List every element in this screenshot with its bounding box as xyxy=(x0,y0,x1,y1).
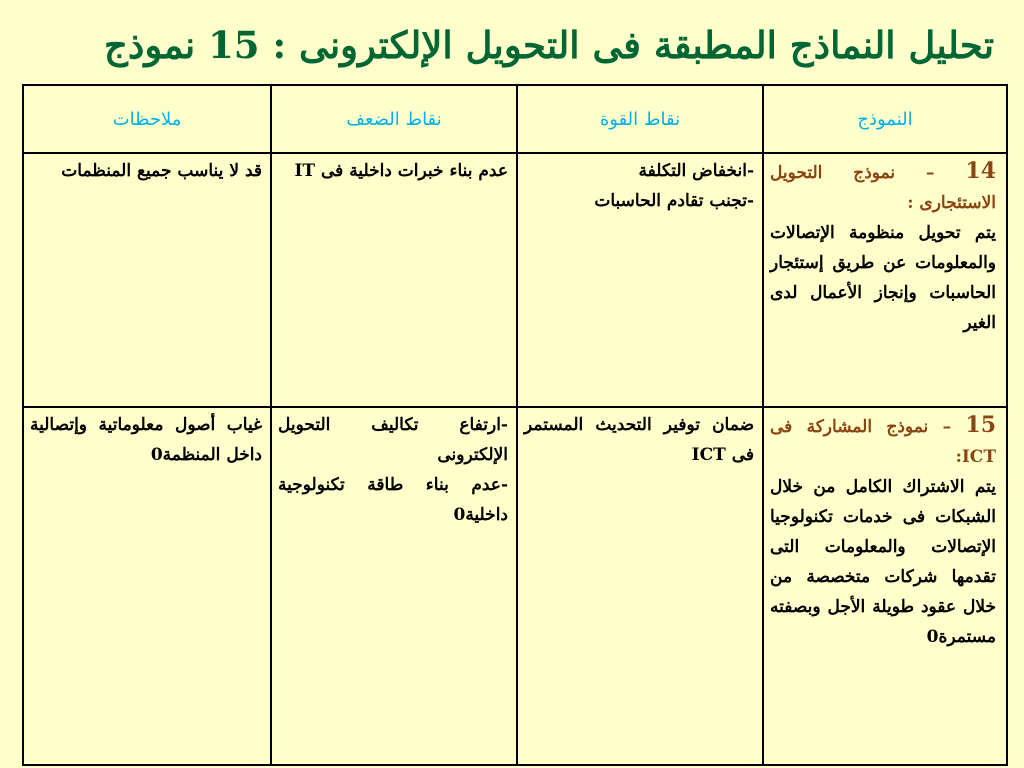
model-description: يتم تحويل منظومة الإتصالات والمعلومات عن طريق إستئجار الحاسبات وإنجاز الأعمال لدى الغير xyxy=(770,223,996,333)
model-title: – نموذج المشاركة فى ICT: xyxy=(770,417,996,467)
model-description: يتم الاشتراك الكامل من خلال الشبكات فى خدمات تكنولوجيا الإتصالات والمعلومات التى تقدمها شركات متخصصة من خلال عقود طويلة الأجل وبصفته مستمرة0 xyxy=(770,477,996,647)
model-label xyxy=(770,158,997,213)
model-cell xyxy=(763,407,1007,765)
notes-cell xyxy=(23,153,271,407)
model-label xyxy=(770,412,997,467)
table-row xyxy=(23,153,1007,407)
strengths-cell xyxy=(517,407,763,765)
header-weaknesses: نقاط الضعف xyxy=(271,85,517,153)
header-model: النموذج xyxy=(763,85,1007,153)
model-number: 15 xyxy=(965,412,997,438)
weaknesses-cell xyxy=(271,407,517,765)
header-notes: ملاحظات xyxy=(23,85,271,153)
weaknesses-cell xyxy=(271,153,517,407)
weakness-text: عدم بناء خبرات داخلية فى IT xyxy=(294,161,508,181)
table-header-row xyxy=(23,85,1007,153)
table-row xyxy=(23,407,1007,765)
models-table xyxy=(22,84,1008,766)
strength-item: -انخفاض التكلفة xyxy=(638,161,754,181)
model-number: 14 xyxy=(965,158,997,184)
strength-item: -تجنب تقادم الحاسبات xyxy=(594,191,754,211)
model-cell xyxy=(763,153,1007,407)
strength-item: ضمان توفير التحديث المستمر فى ICT xyxy=(524,415,754,465)
notes-text: قد لا يناسب جميع المنظمات xyxy=(61,161,262,181)
weakness-item: -ارتفاع تكاليف التحويل الإلكترونى xyxy=(278,415,508,465)
weakness-item: -عدم بناء طاقة تكنولوجية داخلية0 xyxy=(278,475,508,525)
header-strengths: نقاط القوة xyxy=(517,85,763,153)
strengths-cell xyxy=(517,153,763,407)
notes-text: غياب أصول معلوماتية وإتصالية داخل المنظمة0 xyxy=(30,415,262,465)
slide-title: تحليل النماذج المطبقة فى التحويل الإلكترونى : 15 نموذج xyxy=(104,23,994,67)
model-title: – نموذج التحويل الاستئجارى : xyxy=(770,163,996,213)
notes-cell xyxy=(23,407,271,765)
